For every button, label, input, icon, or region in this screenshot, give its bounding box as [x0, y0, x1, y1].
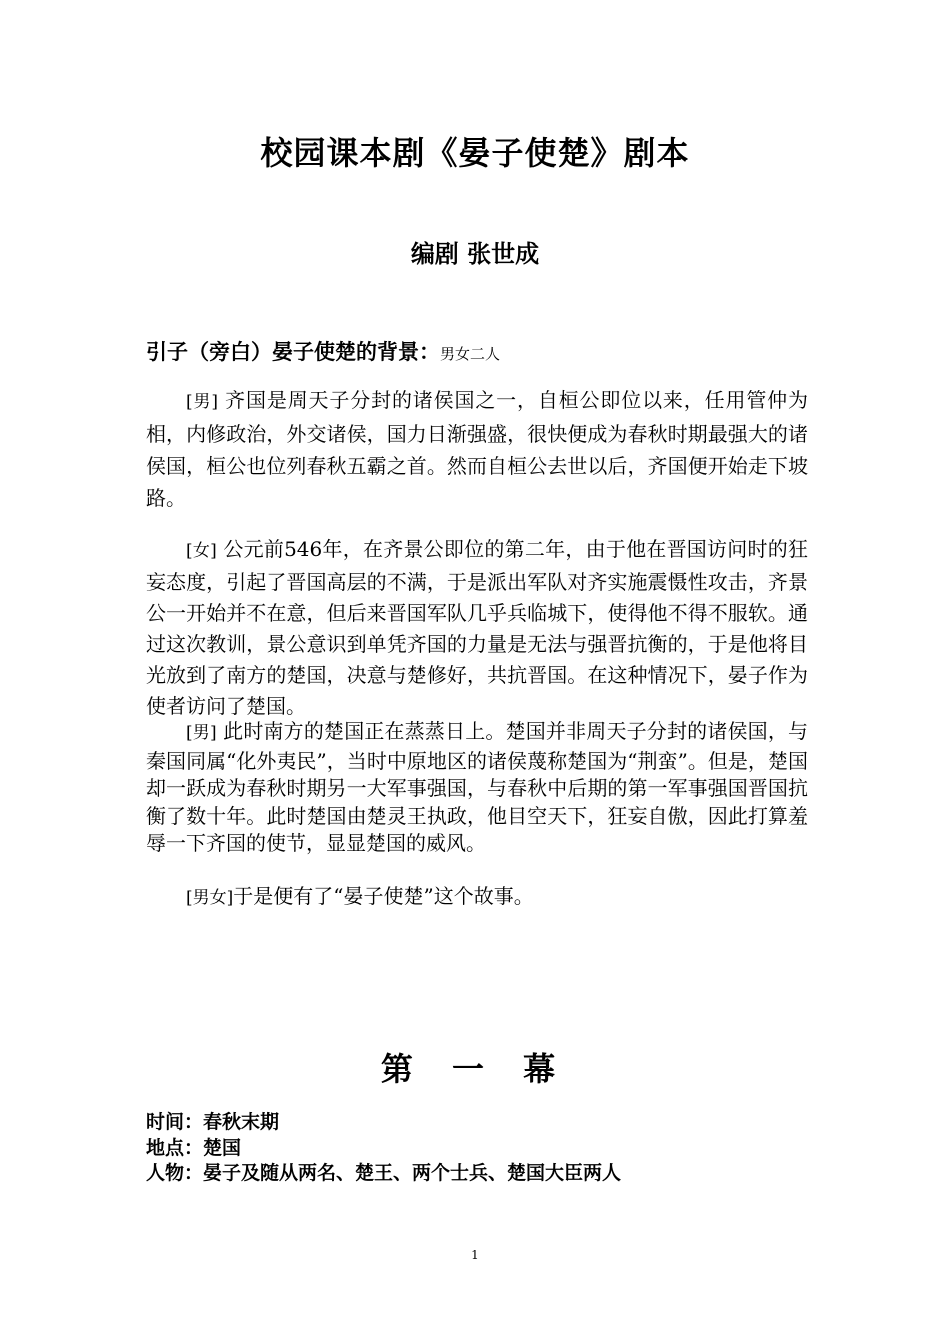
act-time: 时间：春秋末期 [146, 1111, 280, 1133]
speaker-tag: [男] [186, 392, 218, 412]
paragraph-text: 于是便有了“晏子使楚”这个故事。 [233, 884, 534, 908]
intro-paragraph [146, 534, 808, 722]
script-author: 编剧 张世成 [410, 240, 540, 268]
act-characters: 人物：晏子及随从两名、楚王、两个士兵、楚国大臣两人 [146, 1162, 622, 1184]
intro-paragraph [146, 718, 808, 858]
intro-speakers: 男女二人 [440, 345, 501, 363]
speaker-tag: [男女] [186, 888, 234, 908]
act-title: 第 一 幕 [380, 1050, 570, 1088]
page-number: 1 [471, 1248, 479, 1262]
paragraph-text: 此时南方的楚国正在蒸蒸日上。楚国并非周天子分封的诸侯国，与秦国同属“化外夷民”，当时中原地区的诸侯蔑称楚国为“荆蛮”。但是，楚国却一跃成为春秋时期另一大军事强国，与春秋中后期的第一军事强国晋国抗衡了数十年。此时楚国由楚灵王执政，他目空天下，狂妄自傲，因此打算羞辱一下齐国的使节，显显楚国的威风。 [146, 719, 809, 855]
intro-paragraph [146, 384, 808, 514]
paragraph-text: 齐国是周天子分封的诸侯国之一，自桓公即位以来，任用管仲为相，内修政治，外交诸侯，国力日渐强盛，很快便成为春秋时期最强大的诸侯国，桓公也位列春秋五霸之首。然而自桓公去世以后，齐国便开始走下坡路。 [146, 388, 809, 510]
speaker-tag: [男] [186, 723, 217, 743]
speaker-tag: [女] [186, 541, 217, 561]
act-place: 地点：楚国 [146, 1137, 242, 1159]
intro-heading [146, 336, 826, 366]
script-title: 校园课本剧《晏子使楚》剧本 [260, 134, 690, 172]
intro-heading-text: 引子（旁白）晏子使楚的背景： [146, 340, 440, 364]
paragraph-text: 公元前546年，在齐景公即位的第二年，由于他在晋国访问时的狂妄态度，引起了晋国高层的不满，于是派出军队对齐实施震慑性攻击，齐景公一开始并不在意，但后来晋国军队几乎兵临城下，使得他不得不服软。通过这次教训，景公意识到单凭齐国的力量是无法与强晋抗衡的，于是他将目光放到了南方的楚国，决意与楚修好，共抗晋国。在这种情况下，晏子作为使者访问了楚国。 [146, 537, 809, 718]
intro-paragraph [146, 882, 808, 912]
